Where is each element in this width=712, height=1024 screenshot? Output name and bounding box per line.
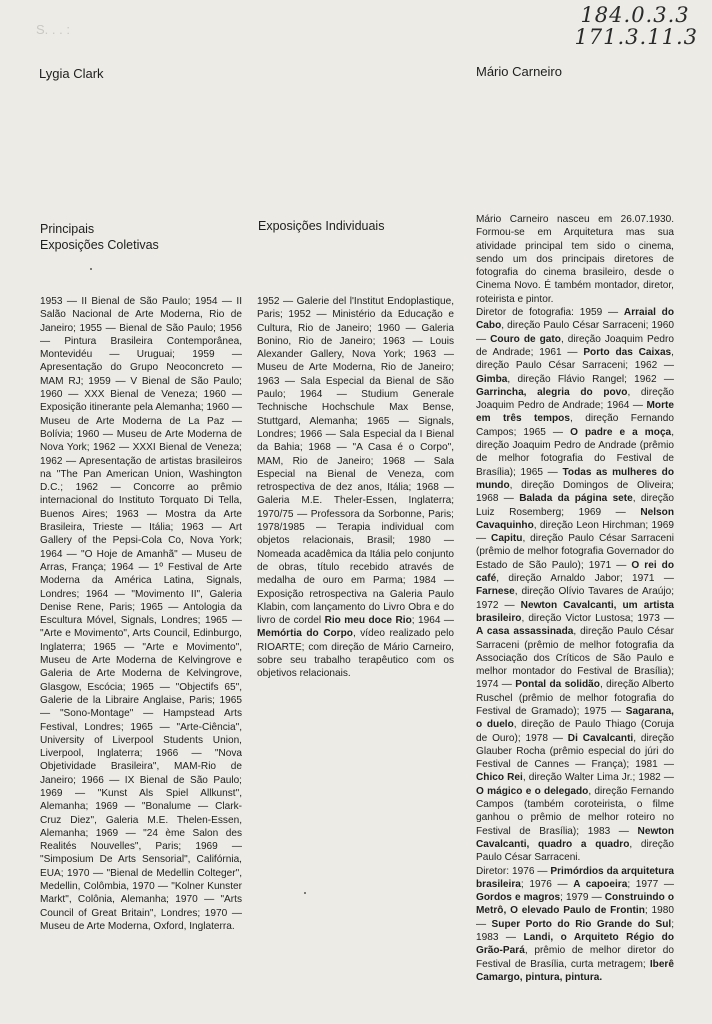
film-title: Couro de gato xyxy=(490,333,561,345)
film-title: Todas as mulheres do mundo xyxy=(476,466,674,491)
handwritten-line-1: 184.0.3.3 xyxy=(580,3,690,27)
film-title: O padre e a moça xyxy=(570,426,672,438)
film-credit: , direção Paulo César Sarraceni; 1962 — xyxy=(476,346,674,372)
film-title: Capitu xyxy=(491,533,523,545)
film-title: Garrincha, alegria do povo xyxy=(476,386,628,398)
text-segment: , vídeo realizado pelo RIOARTE; com direção de Mário Carneiro, sobre seu trabalho terapêutico com os objetivos relacionais. xyxy=(257,628,454,680)
film-credit: , direção Joaquim Pedro de Andrade; 1964 — xyxy=(476,386,674,412)
handwritten-line-2: 171.3.11.3 xyxy=(574,25,698,49)
film-credit: , direção Fernando Campos (também coroteirista, o filme ganhou o prêmio de melhor roteiro no Festival de Brasília); 1983 — xyxy=(476,785,674,837)
film-credit: , direção Victor Lustosa; 1973 — xyxy=(521,612,674,624)
collective-exhibitions-text: 1953 — II Bienal de São Paulo; 1954 — II Salão Nacional de Arte Moderna, Rio de Janeiro; 1955 — Bienal de São Paulo; 1956 — Pintura Brasileira Contemporânea, Montevidéu — Uruguai; 1959 — Apresentação do Grupo Neoconcreto — MAM RJ; 1959 — V Bienal de São Paulo; 1960 — XXX Bienal de Veneza; 1960 — Exposição itinerante pela Alemanha; 1960 — Museu de Arte Moderna de La Paz — Bolívia; 1960 — Museu de Arte Moderna de Nova York; 1962 — XXXI Bienal de Veneza; 1962 — Apresentação de artistas brasileiros na "The Pan American Union, Washington D.C.; 1962 — Concorre ao prêmio internacional do Instituto Torquato Di Tella, Buenos Aires; 1963 — Mostra da Arte Brasileira, Trieste — Itália; 1963 — Art Gallery of the Pepsi-Cola Co, Nova York; 1964 — "O Hoje de Amanhã" — Museu de Arras, França; 1964 — 1º Festival de Arte Moderna da América Latina, Signals, Londres; 1964 — "Movimento II", Galeria Denise Rene, Paris; 1965 — Antologia da Escultura Móvel, Signals, Londres; 1965 — "Arte e Movimento", Arts Council, Edinburgo, Inglaterra; 1965 — "Arte e Movimento", Museu de Arte Moderna de Kelvingrove e Galeria de Arte Moderna de Kelvingrove, Glasgow, Escócia; 1965 — "Objectifs 65", Galerie de la Libraire Anglaise, Paris; 1965 — "Sono-Montage" — Hampstead Arts Festival, Londres; 1965 — "Arte-Ciência", University of Liverpool Students Union, Liverpool, Inglaterra; 1966 — "Nova Objetividade Brasileira", MAM-Rio de Janeiro; 1966 — IX Bienal de São Paulo; 1969 — "Kunst Als Spiel Allkunst", Alemanha; 1969 — "Bonalume — Clark-Cruz Diez", Galeria M.E. Thelen-Essen, Alemanha; 1969 — "24 ème Salon des Realités Nouvelles", Paris; 1969 — "Simposium De Arts Sensorial", Califórnia, EUA; 1970 — "Bienal de Medellin Colteger", Medellin, Colômbia, 1970 — "Kolner Kunster Markt", Colônia, Alemanha; 1970 — "Arts Council of Great Britain", Londres; 1970 — Museu de Arte Moderna, Oxford, Inglaterra. xyxy=(40,296,242,932)
film-title: Di Cavalcanti xyxy=(567,732,634,744)
text-segment: 1952 — Galerie del l'Institut Endoplastique, Paris; 1952 — Ministério da Educação e Cultura, Rio de Janeiro; 1960 — Galeria Bonino, Rio de Janeiro; 1963 — Louis Alexander Gallery, Nova York; 1963 — Museu de Arte Moderna, Rio de Janeiro; 1963 — Sala Especial da Bienal de São Paulo; 1964 — Studium Generale Technische Hochschule Max Bense, Stuttgard, Alemanha; 1965 — Signals, Londres; 1966 — Sala Especial da I Bienal da Bahia; 1968 — "A Casa é o Corpo", MAM, Rio de Janeiro; 1968 — Sala Especial na Bienal de Veneza, com retrospectiva de dez anos, Itália; 1968 — Galeria M.E. Theler-Essen, Inglaterra; 1970/75 — Professora da Sorbonne, Paris; 1978/1985 — Terapia individual com objetos relacionais, Brasil; 1980 — Nomeada acadêmica da Itália pelo conjunto de obras, título recebido através de medalha de ouro em Parma; 1984 — Exposição retrospectiva na Galeria Paulo Klabin, com lançamento do Livro Obra e do livro de cordel xyxy=(257,296,454,627)
film-title: Construindo o Metrô, O elevado Paulo de Frontin xyxy=(476,892,675,917)
film-title: Newton Cavalcanti, quadro a quadro xyxy=(476,825,674,850)
heading-individual-exhibitions: Exposições Individuais xyxy=(258,219,385,233)
film-credit: , prêmio de melhor diretor do Festival de Brasília, curta metragem; xyxy=(476,945,674,970)
director-films-list xyxy=(476,866,674,983)
film-credit: , direção Paulo César Sarraceni (prêmio de melhor fotografia Governador do Estado de São Paulo); 1971 — xyxy=(476,533,674,571)
film-title: Balada da página sete xyxy=(519,493,633,505)
artist-name-lygia: Lygia Clark xyxy=(39,66,104,81)
film-credit: , direção Alberto Ruschel (prêmio de melhor fotografia do Festival de Gramado); 1975 — xyxy=(476,679,674,717)
film-credit: , direção Paulo César Sarraceni. xyxy=(476,838,675,864)
mario-carneiro-biography xyxy=(476,213,674,984)
film-credit: , direção de Paulo Thiago (Coruja de Ouro); 1978 — xyxy=(476,719,674,744)
film-credit: , direção Arnaldo Jabor; 1971 — xyxy=(496,573,674,585)
paper-speck xyxy=(90,268,92,270)
film-credit: , direção Flávio Rangel; 1962 — xyxy=(507,373,674,385)
film-credit: ; 1979 — xyxy=(560,892,602,904)
film-title: Primórdios da arquitetura brasileira xyxy=(476,865,674,890)
heading-collective-exhibitions xyxy=(40,221,230,253)
handwritten-reference xyxy=(574,4,698,48)
film-title: Gordos e magros xyxy=(476,892,561,904)
film-title: Pontal da solidão xyxy=(515,679,600,691)
photo-films-list xyxy=(476,307,674,863)
film-title: Landi, o Arquiteto Régio do Grão-Pará xyxy=(476,932,674,957)
film-credit: , direção Leon Hirchman; 1969 — xyxy=(476,519,674,545)
film-credit: , direção Luiz Rosemberg; 1969 — xyxy=(476,493,675,518)
film-title: Nelson Cavaquinho xyxy=(476,506,674,531)
film-title: A casa assassinada xyxy=(476,626,574,638)
film-credit: , direção Fernando Campos; 1965 — xyxy=(476,413,674,438)
heading-line-1: Principais xyxy=(40,222,95,236)
paper-speck xyxy=(304,892,306,894)
film-title: Farnese xyxy=(476,586,515,598)
director-lead: Diretor: 1976 — xyxy=(476,865,548,877)
film-credit: ; 1983 — xyxy=(476,918,674,944)
bold-title: Memórtia do Corpo xyxy=(257,628,353,640)
film-title: Gimba xyxy=(476,373,508,385)
film-credit: , direção Olívio Tavares de Araújo; 1972 — xyxy=(476,586,674,611)
film-credit: ; 1976 — xyxy=(520,878,568,890)
artist-name-mario: Mário Carneiro xyxy=(476,64,562,79)
heading-line-2: Exposições Coletivas xyxy=(40,238,159,252)
bold-title: Rio meu doce Rio xyxy=(324,615,412,627)
film-credit: , direção Paulo César Sarraceni; 1960 — xyxy=(476,320,674,345)
film-title: Iberê Camargo, pintura, pintura. xyxy=(476,958,674,983)
film-credit: ; 1977 — xyxy=(627,878,674,890)
film-title: O rei do café xyxy=(476,559,674,585)
bio-intro: Mário Carneiro nasceu em 26.07.1930. Formou-se em Arquitetura mas sua atividade principal tem sido o cinema, sendo um dos principais diretores de fotografia do cinema brasileiro, desde o Cinema Novo. É também montador, diretor, roteirista e pintor. xyxy=(476,214,674,305)
faint-stamp: S. . . : xyxy=(36,22,70,37)
film-title: Super Porto do Rio Grande do Sul xyxy=(491,918,672,930)
film-credit: ; 1980 — xyxy=(476,905,674,930)
film-title: O mágico e o delegado xyxy=(476,785,589,797)
film-title: Porto das Caixas xyxy=(583,346,672,358)
film-title: Sagarana, o duelo xyxy=(476,705,674,731)
film-credit: , direção Domingos de Oliveira; 1968 — xyxy=(476,479,674,505)
film-credit: , direção Joaquim Pedro de Andrade (prêmio de melhor fotografia do Festival de Brasília); 1965 — xyxy=(476,426,674,478)
film-title: A capoeira xyxy=(573,878,628,890)
individual-exhibitions-text xyxy=(257,295,454,681)
photo-director-lead: Diretor de fotografia: 1959 — xyxy=(476,307,619,319)
text-segment: ; 1964 — xyxy=(411,615,454,627)
film-credit: , direção Walter Lima Jr.; 1982 — xyxy=(522,772,674,784)
film-title: Morte em três tempos xyxy=(476,400,674,425)
film-title: Chico Rei xyxy=(476,772,523,784)
film-credit: , direção Glauber Rocha (prêmio especial do júri do Festival de Cannes — França); 1981 — xyxy=(476,732,674,771)
film-credit: , direção Paulo César Sarraceni (prêmio de melhor fotografia da Associação dos Críticos de São Paulo e melhor montador do Festival de Brasília); 1974 — xyxy=(476,626,674,691)
film-title: Arraial do Cabo xyxy=(476,307,675,332)
film-title: Newton Cavalcanti, um artista brasileiro xyxy=(476,599,674,624)
film-credit: , direção Joaquim Pedro de Andrade; 1961 — xyxy=(476,333,674,358)
